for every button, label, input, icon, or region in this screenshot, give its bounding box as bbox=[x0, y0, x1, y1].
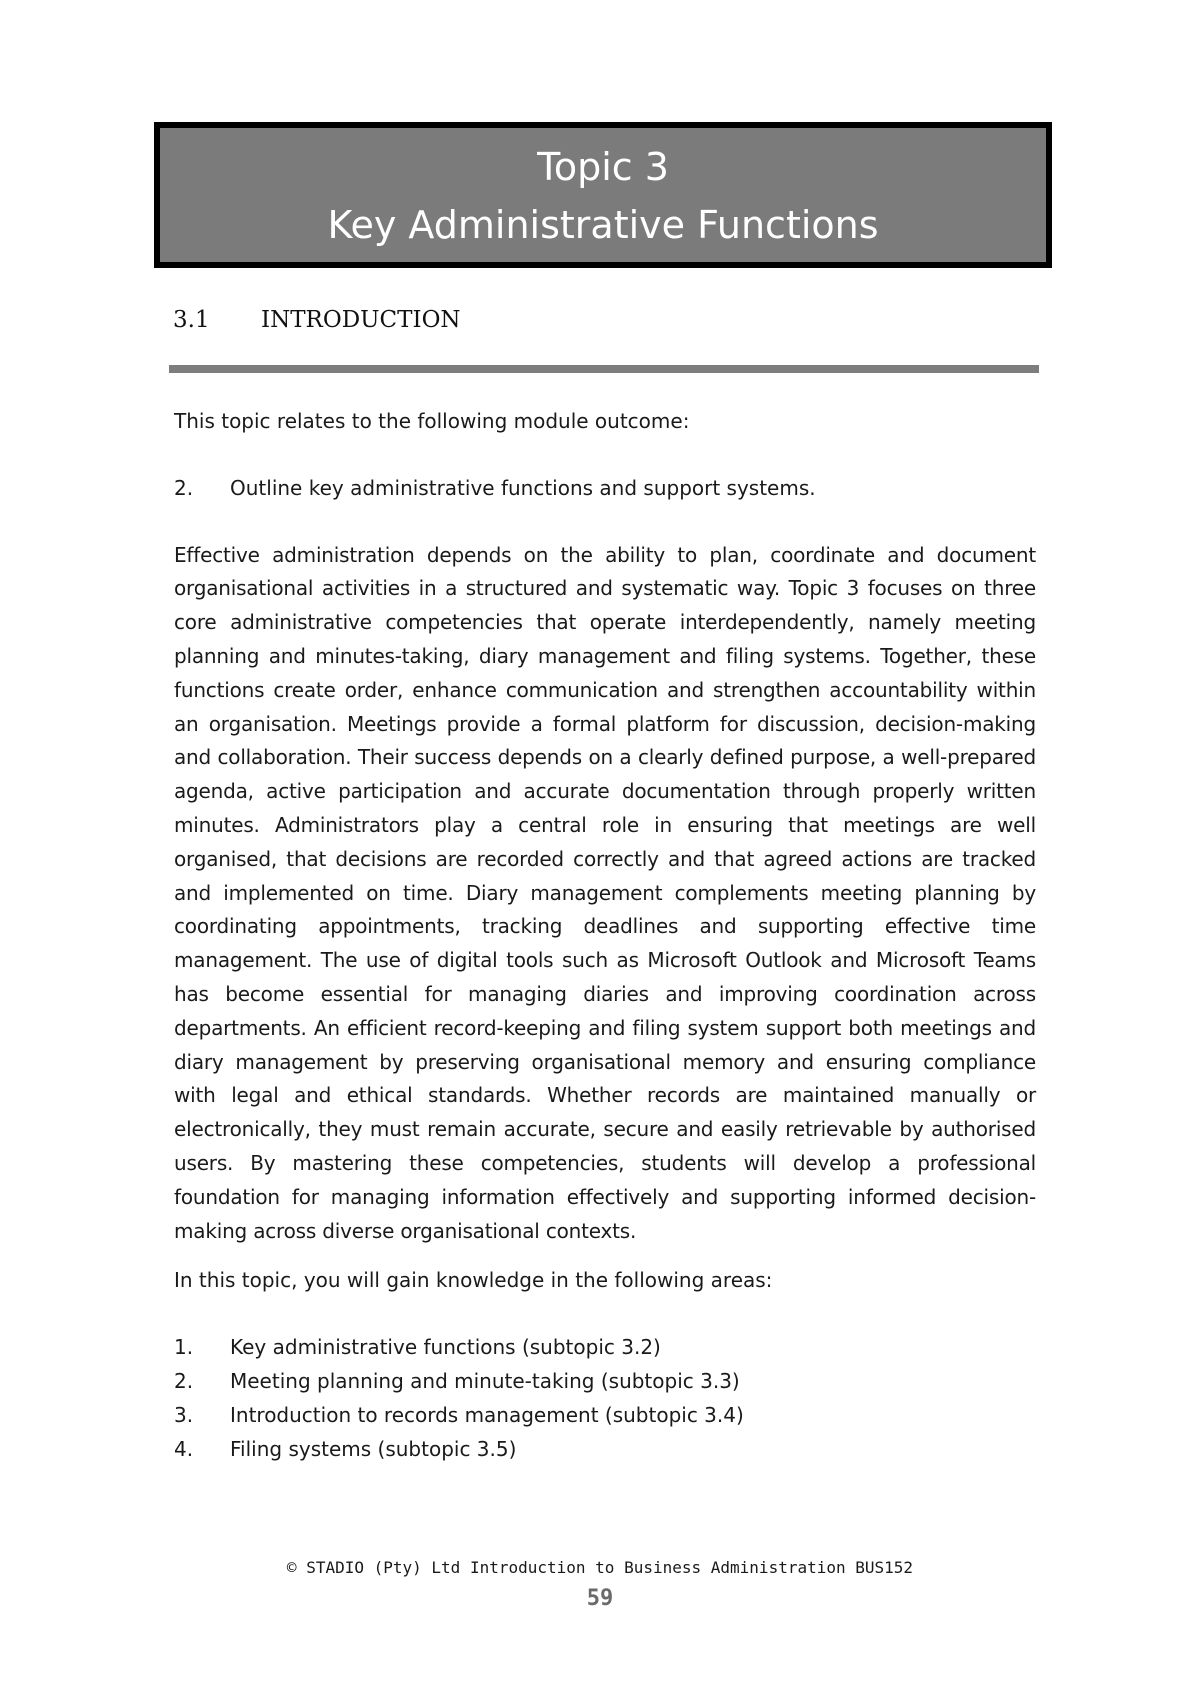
areas-intro: In this topic, you will gain knowledge in the following areas: bbox=[174, 1268, 773, 1293]
topic-number: Topic 3 bbox=[537, 145, 669, 189]
page-content bbox=[174, 405, 1036, 1466]
area-item-text: Introduction to records management (subtopic 3.4) bbox=[230, 1402, 744, 1427]
topic-title: Key Administrative Functions bbox=[327, 203, 879, 247]
areas-list bbox=[174, 1331, 1036, 1466]
outcome-item bbox=[174, 472, 1036, 506]
outcome-item-number: 2. bbox=[174, 475, 194, 500]
area-item bbox=[174, 1433, 1036, 1467]
section-heading bbox=[173, 306, 1033, 334]
page-number: 59 bbox=[586, 1586, 614, 1611]
body-paragraph: Effective administration depends on the ability to plan, coordinate and document organisational activities in a structured and systematic way. Topic 3 focuses on three core administrative competencies that operate interdependently, namely meeting planning and minutes-taking, diary management and filing systems. Together, these functions create order, enhance communication and strengthen accountability within an organisation. Meetings provide a formal platform for discussion, decision-making and collaboration. Their success depends on a clearly defined purpose, a well-prepared agenda, active participation and accurate documentation through properly written minutes. Administrators play a central role in ensuring that meetings are well organised, that decisions are recorded correctly and that agreed actions are tracked and implemented on time. Diary management complements meeting planning by coordinating appointments, tracking deadlines and supporting effective time management. The use of digital tools such as Microsoft Outlook and Microsoft Teams has become essential for managing diaries and improving coordination across departments. An efficient record-keeping and filing system support both meetings and diary management by preserving organisational memory and ensuring compliance with legal and ethical standards. Whether records are maintained manually or electronically, they must remain accurate, secure and easily retrievable by authorised users. By mastering these competencies, students will develop a professional foundation for managing information effectively and supporting informed decision-making across diverse organisational contexts. bbox=[174, 542, 1036, 1243]
outcome-item-text: Outline key administrative functions and support systems. bbox=[230, 475, 816, 500]
section-title: INTRODUCTION bbox=[261, 307, 461, 333]
area-item-number: 2. bbox=[174, 1368, 194, 1393]
topic-banner bbox=[154, 122, 1052, 268]
area-item-text: Filing systems (subtopic 3.5) bbox=[230, 1436, 517, 1461]
outcome-intro: This topic relates to the following module outcome: bbox=[174, 409, 690, 433]
area-item bbox=[174, 1399, 1036, 1433]
area-item-number: 1. bbox=[174, 1335, 194, 1360]
section-divider bbox=[169, 365, 1039, 373]
footer-copyright: © STADIO (Pty) Ltd Introduction to Business Administration BUS152 bbox=[286, 1558, 914, 1577]
area-item-number: 3. bbox=[174, 1402, 194, 1427]
area-item bbox=[174, 1365, 1036, 1399]
area-item-text: Meeting planning and minute-taking (subtopic 3.3) bbox=[230, 1368, 740, 1393]
section-number: 3.1 bbox=[173, 307, 210, 333]
area-item bbox=[174, 1331, 1036, 1365]
area-item-text: Key administrative functions (subtopic 3.2) bbox=[230, 1335, 661, 1360]
outcome-list bbox=[174, 472, 1036, 506]
area-item-number: 4. bbox=[174, 1436, 194, 1461]
